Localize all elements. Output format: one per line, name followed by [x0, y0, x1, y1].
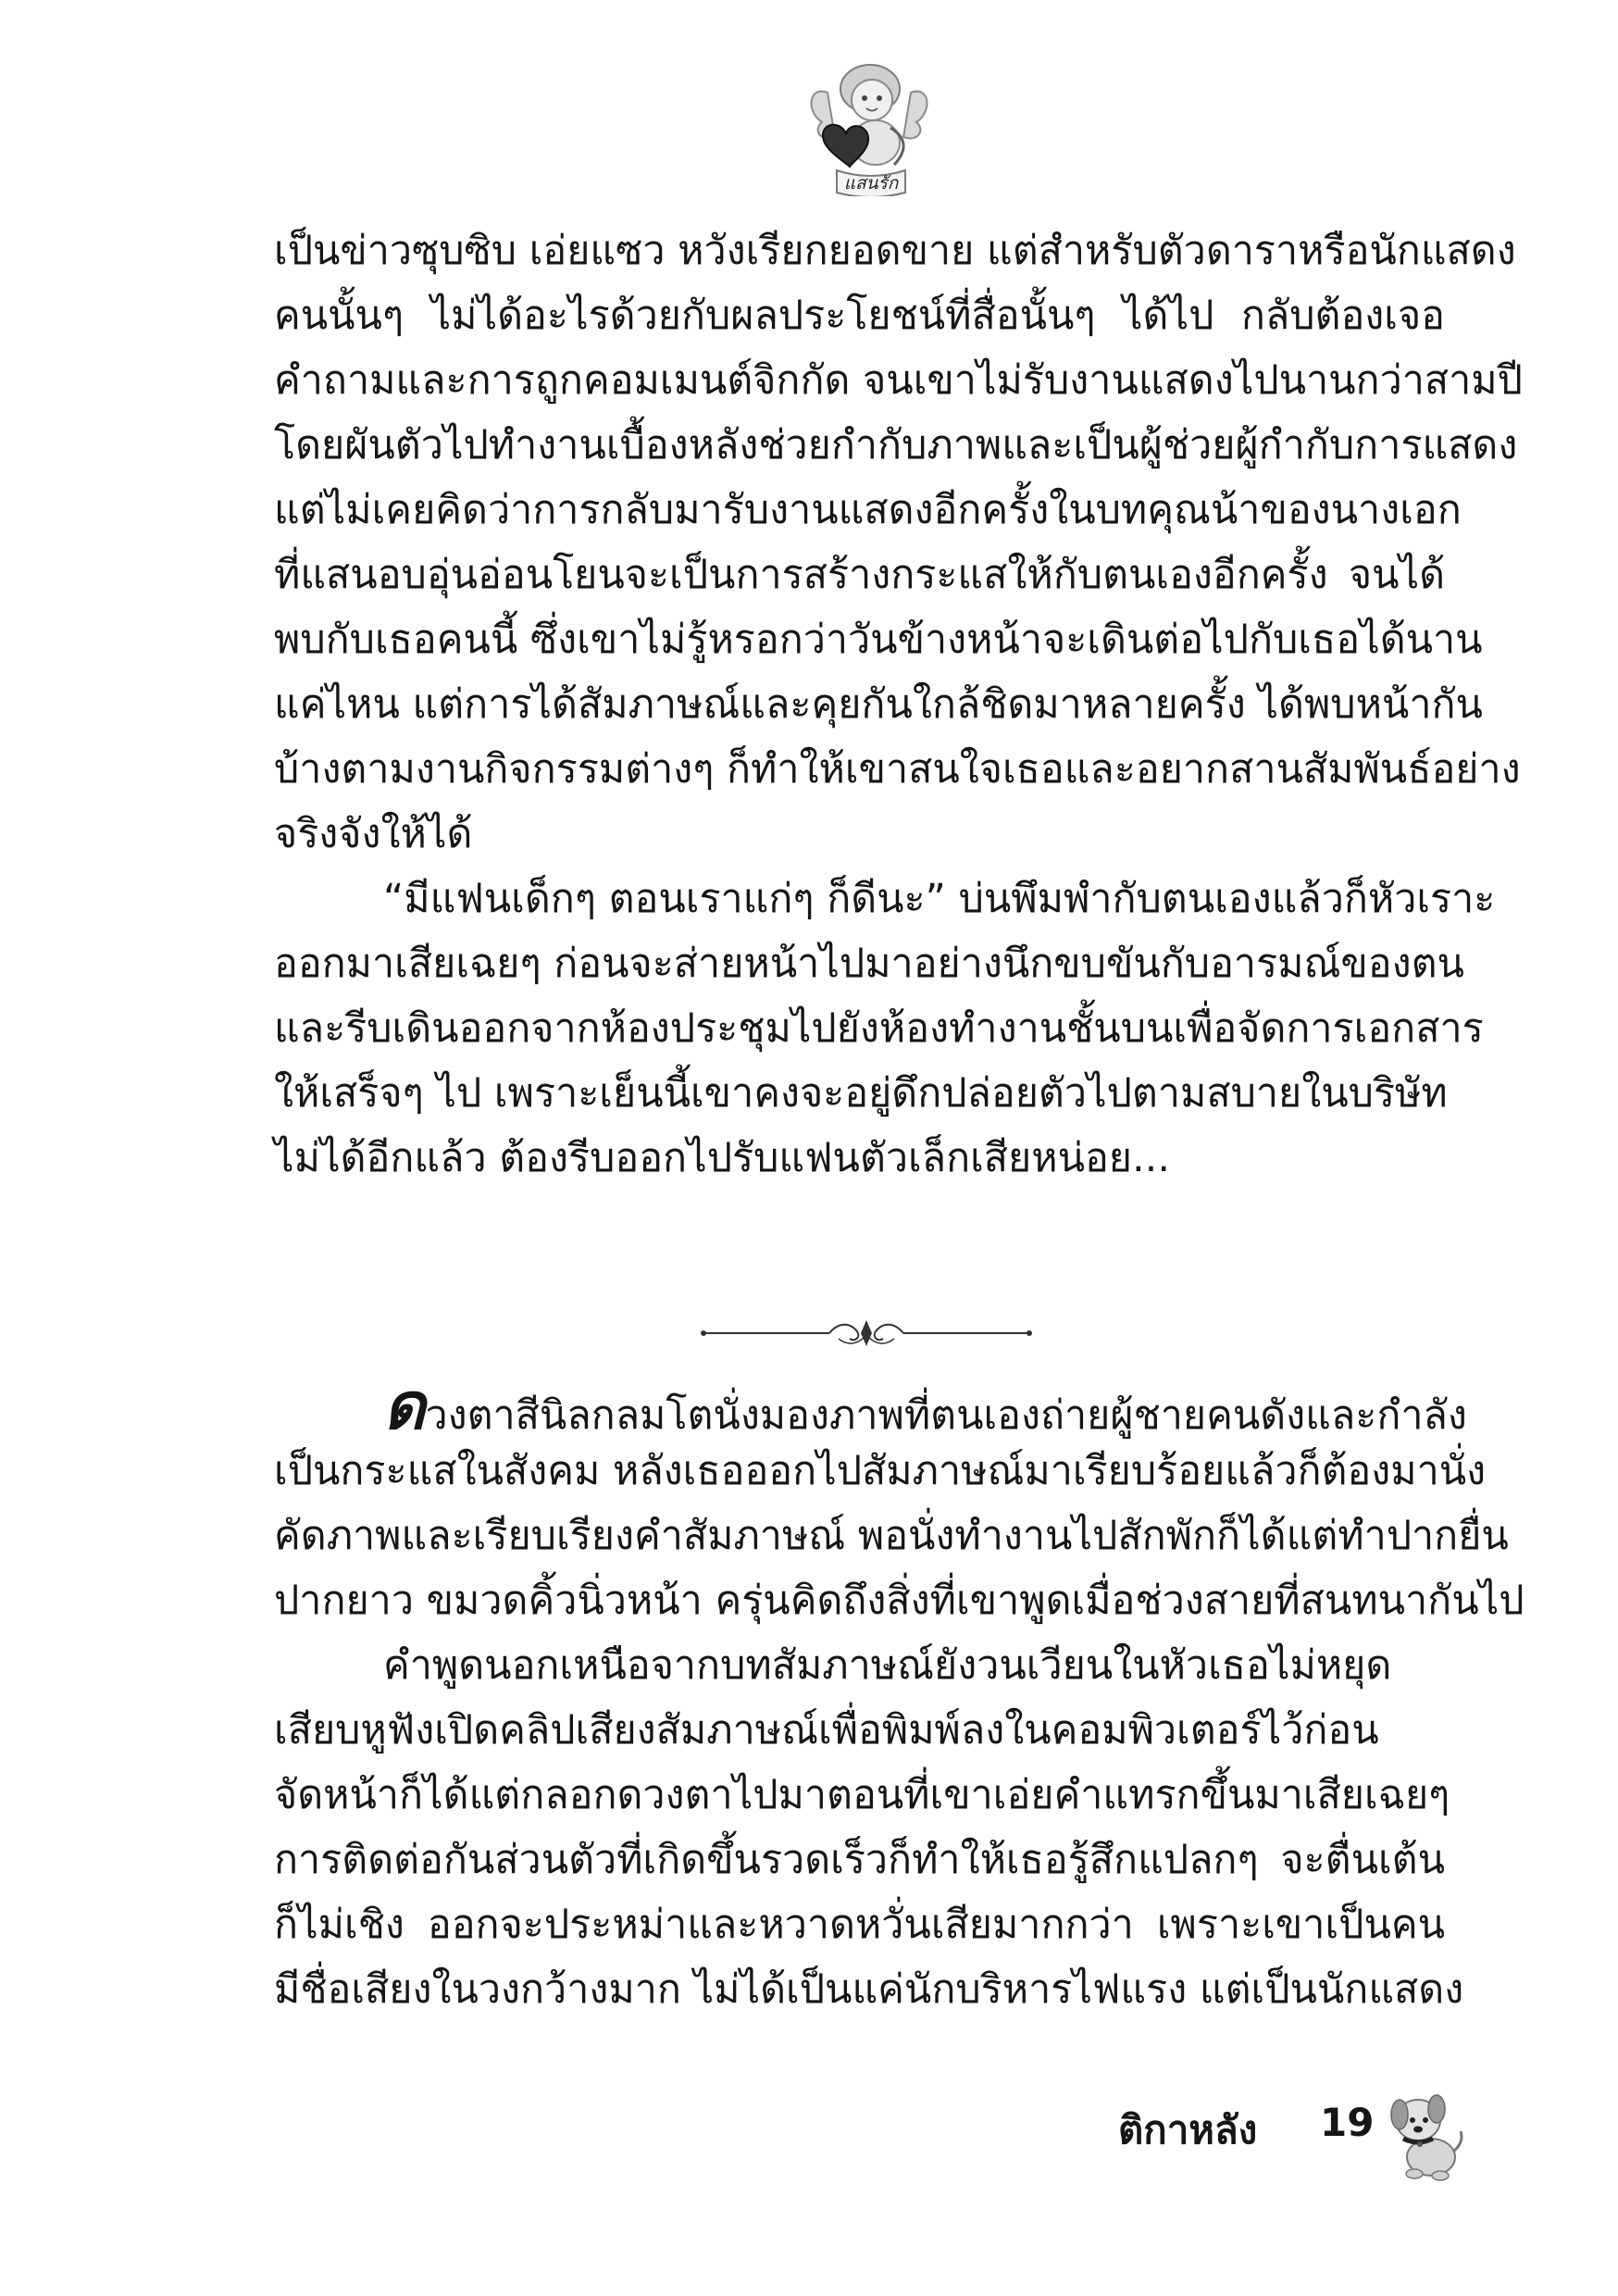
body-text-block-2: [274, 1368, 1525, 2022]
body-line: แต่ไม่เคยคิดว่าการกลับมารับงานแสดงอีกครั้งในบทคุณน้าของนางเอก: [274, 487, 1462, 533]
body-line: คำพูดนอกเหนือจากบทสัมภาษณ์ยังวนเวียนในหัวเธอไม่หยุด: [383, 1642, 1392, 1689]
body-line: โดยผันตัวไปทำงานเบื้องหลังช่วยกำกับภาพและเป็นผู้ช่วยผู้กำกับการแสดง: [274, 422, 1518, 468]
logo-text: แสนรัก: [843, 173, 899, 193]
body-line: คำถามและการถูกคอมเมนต์จิกกัด จนเขาไม่รับงานแสดงไปนานกว่าสามปี: [274, 357, 1523, 404]
book-title: ติกาหลัง: [1118, 2107, 1258, 2152]
body-line: และรีบเดินออกจากห้องประชุมไปยังห้องทำงานชั้นบนเพื่อจัดการเอกสาร: [274, 1005, 1484, 1052]
body-line: ออกมาเสียเฉยๆ ก่อนจะส่ายหน้าไปมาอย่างนึกขบขันกับอารมณ์ของตน: [274, 941, 1464, 987]
first-line-text: วงตาสีนิลกลมโตนั่งมองภาพที่ตนเองถ่ายผู้ชายคนดังและกำลัง: [425, 1392, 1467, 1439]
body-line: ไม่ได้อีกแล้ว ต้องรีบออกไปรับแฟนตัวเล็กเสียหน่อย...: [274, 1135, 1171, 1181]
body-line-with-dropcap: [274, 1368, 1467, 1444]
body-line: ปากยาว ขมวดคิ้วนิ่วหน้า ครุ่นคิดถึงสิ่งที่เขาพูดเมื่อช่วงสายที่สนทนากันไป: [274, 1578, 1525, 1624]
body-line: มีชื่อเสียงในวงกว้างมาก ไม่ได้เป็นแค่นักบริหารไฟแรง แต่เป็นนักแสดง: [274, 1966, 1464, 2013]
body-line: บ้างตามงานกิจกรรมต่างๆ ก็ทำให้เขาสนใจเธอและอยากสานสัมพันธ์อย่าง: [274, 746, 1521, 792]
body-line: เป็นข่าวซุบซิบ เอ่ยแซว หวังเรียกยอดขาย แต่สำหรับตัวดาราหรือนักแสดง: [274, 228, 1516, 274]
body-line: ที่แสนอบอุ่นอ่อนโยนจะเป็นการสร้างกระแสให้กับตนเองอีกครั้ง จนได้: [274, 552, 1445, 598]
body-text-block-1: [274, 218, 1523, 1191]
body-line: จัดหน้าก็ได้แต่กลอกดวงตาไปมาตอนที่เขาเอ่ยคำแทรกขึ้นมาเสียเฉยๆ: [274, 1772, 1450, 1818]
body-line: จริงจังให้ได้: [274, 811, 473, 857]
page-number: 19: [1320, 2100, 1375, 2145]
puppy-dog-icon: [1383, 2087, 1466, 2181]
body-line: “มีแฟนเด็กๆ ตอนเราแก่ๆ ก็ดีนะ” บ่นพึมพำกับตนเองแล้วก็หัวเราะ: [383, 876, 1496, 922]
body-line: เสียบหูฟังเปิดคลิปเสียงสัมภาษณ์เพื่อพิมพ์ลงในคอมพิวเตอร์ไว้ก่อน: [274, 1707, 1379, 1753]
body-line: ก็ไม่เชิง ออกจะประหม่าและหวาดหวั่นเสียมากกว่า เพราะเขาเป็นคน: [274, 1902, 1445, 1948]
body-line: แค่ไหน แต่การได้สัมภาษณ์และคุยกันใกล้ชิดมาหลายครั้ง ได้พบหน้ากัน: [274, 681, 1483, 728]
body-line: การติดต่อกันส่วนตัวที่เกิดขึ้นรวดเร็วก็ทำให้เธอรู้สึกแปลกๆ จะตื่นเต้น: [274, 1837, 1445, 1883]
body-line: เป็นกระแสในสังคม หลังเธอออกไปสัมภาษณ์มาเรียบร้อยแล้วก็ต้องมานั่ง: [274, 1448, 1487, 1494]
flourish-ornament-icon: [700, 1315, 1033, 1352]
body-line: คัดภาพและเรียบเรียงคำสัมภาษณ์ พอนั่งทำงานไปสักพักก็ได้แต่ทำปากยื่น: [274, 1513, 1509, 1559]
body-line: คนนั้นๆ ไม่ได้อะไรด้วยกับผลประโยชน์ที่สื่อนั้นๆ ได้ไป กลับต้องเจอ: [274, 293, 1445, 339]
body-line: ให้เสร็จๆ ไป เพราะเย็นนี้เขาคงจะอยู่ดึกปล่อยตัวไปตามสบายในบริษัท: [274, 1070, 1448, 1117]
body-line: พบกับเธอคนนี้ ซึ่งเขาไม่รู้หรอกว่าวันข้างหน้าจะเดินต่อไปกับเธอได้นาน: [274, 617, 1483, 663]
cupid-with-heart-icon: [802, 57, 937, 196]
drop-cap: ด: [383, 1368, 426, 1444]
